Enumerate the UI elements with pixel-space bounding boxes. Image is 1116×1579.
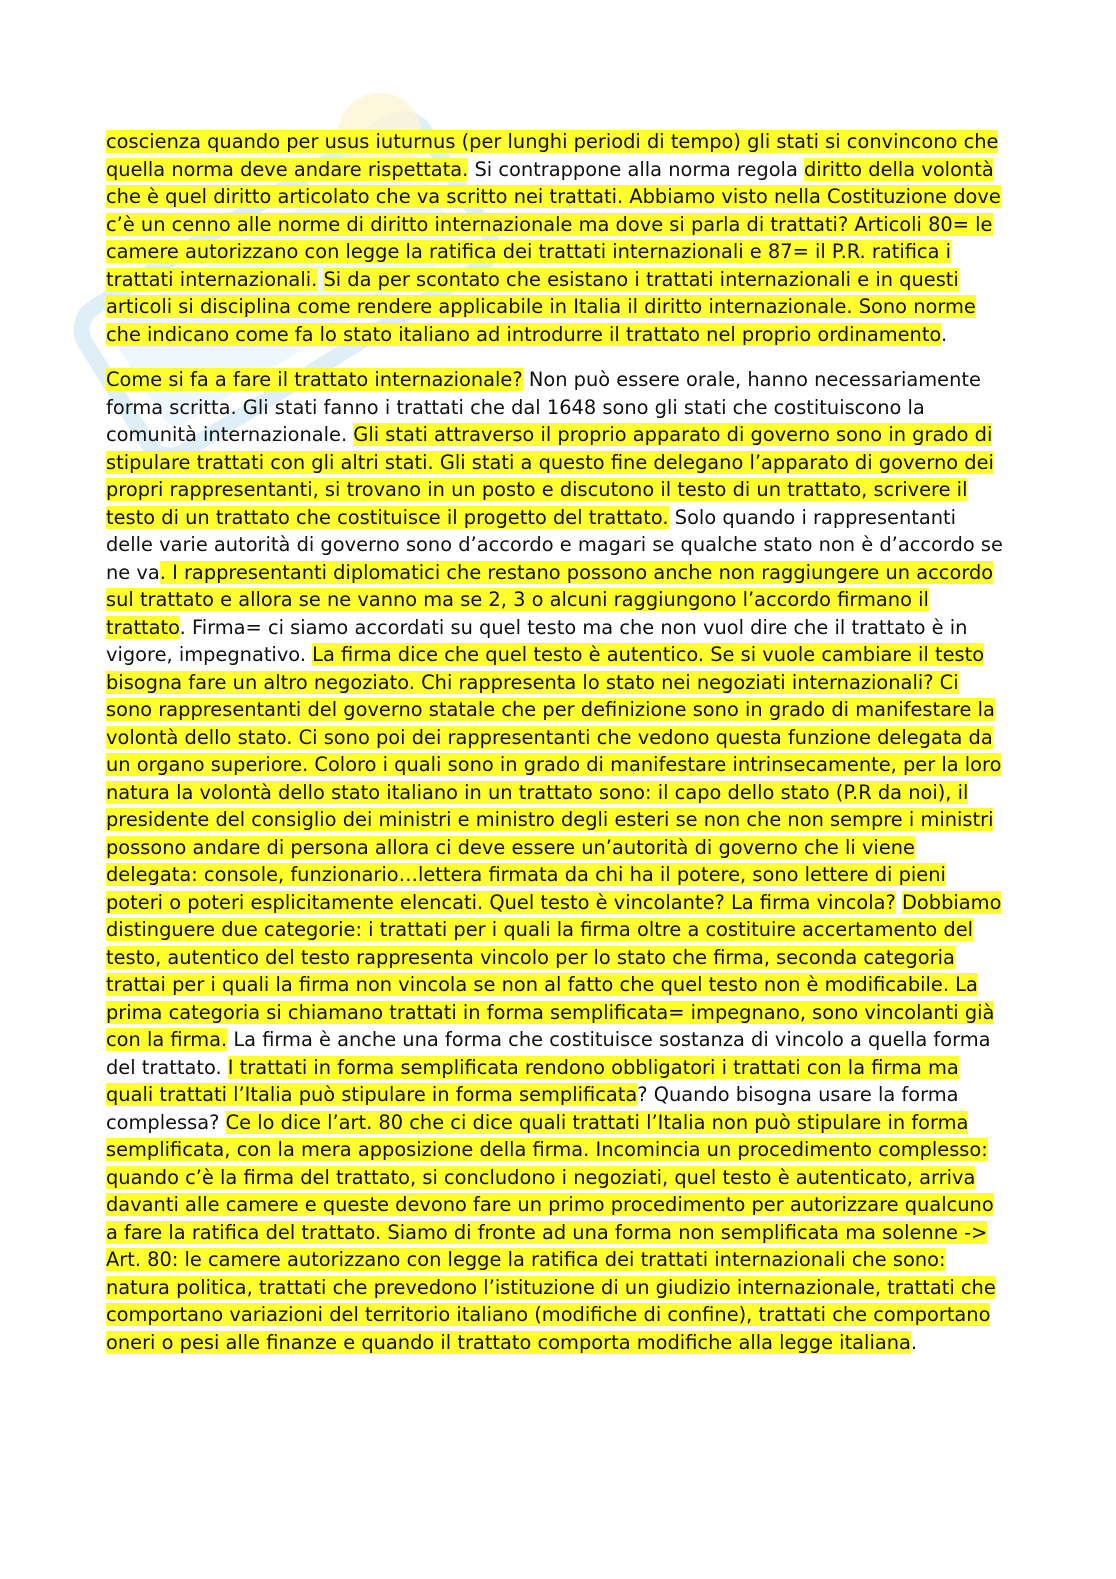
text-run: Non può essere orale, hanno necessariamente forma scritta. Gli stati fanno i trattati che dal 1648 sono gli stati che costituiscono la comunità internazionale. xyxy=(106,368,981,446)
highlighted-text: diritto della volontà che è quel diritto articolato che va scritto nei trattati. Abbiamo visto nella Costituzione dove c’è un cenno alle norme di diritto internazionale ma dove si parla di trattati? Articoli 80= le camere autorizzano con legge la ratifica dei trattati internazionali e 87= il P.R. ratifica i trattati internazionali. xyxy=(106,157,1001,291)
text-run: . xyxy=(910,1330,918,1354)
text-run: Si contrappone alla norma regola xyxy=(468,157,804,181)
highlighted-text: La firma dice che quel testo è autentico. Se si vuole cambiare il testo bisogna fare un altro negoziato. Chi rappresenta lo stato nei negoziati internazionali? Ci sono rappresentanti del governo statale che per definizione sono in grado di manifestare la volontà dello stato. Ci sono poi dei rappresentanti che vedono questa funzione delegata da un organo superiore. Coloro i quali sono in grado di manifestare intrinsecamente, per la loro natura la volontà dello stato italiano in un trattato sono: il capo dello stato (P.R da noi), il presidente del consiglio dei ministri e ministro degli esteri se non che non sempre i ministri possono andare di persona allora ci deve essere un’autorità di governo che li viene delegata: console, funzionario…lettera firmata da chi ha il potere, sono lettere di pieni poteri o poteri esplicitamente elencati. Quel testo è vincolante? La firma vincola? xyxy=(106,643,1002,914)
highlighted-text: Come si fa a fare il trattato internazionale? xyxy=(106,368,523,391)
text-run: La firma è anche una forma che costituisce sostanza di vincolo a quella forma del trattato. xyxy=(106,1028,991,1079)
highlighted-text: Dobbiamo distinguere due categorie: i trattati per i quali la firma oltre a costituire accertamento del testo, autentico del testo rappresenta vincolo per lo stato che firma, seconda categoria trattai per i quali la firma non vincola se non al fatto che quel testo non è modificabile. La prima categoria si chiamano trattati in forma semplificata= impegnano, sono vincolanti già con la firma. xyxy=(106,890,1002,1051)
highlighted-text: Ce lo dice l’art. 80 che ci dice quali trattati l’Italia non può stipulare in forma semplificata, con la mera apposizione della firma. Incomincia un procedimento complesso: quando c’è la firma del trattato, si concludono i negoziati, quel testo è autenticato, arriva davanti alle camere e queste devono fare un primo procedimento per autorizzare qualcuno a fare la ratifica del trattato. Siamo di fronte ad una forma non semplificata ma solenne -> Art. 80: le camere autorizzano con legge la ratifica dei trattati internazionali che sono: natura politica, trattati che prevedono l’istituzione di un giudizio internazionale, trattati che comportano variazioni del territorio italiano (modifiche di confine), trattati che comportano oneri o pesi alle finanze e quando il trattato comporta modifiche alla legge italiana xyxy=(106,1110,996,1354)
highlighted-text: coscienza quando per usus iuturnus (per lunghi periodi di tempo) gli stati si convincono che quella norma deve andare rispettata. xyxy=(106,130,999,181)
highlighted-text: I trattati in forma semplificata rendono obbligatori i trattati con la firma ma quali trattati l’Italia può stipulare in forma semplificata xyxy=(106,1055,959,1106)
highlighted-text: . I rappresentanti diplomatici che restano possono anche non raggiungere un accordo sul trattato e allora se ne vanno ma se 2, 3 o alcuni raggiungono l’accordo firmano il trattato xyxy=(106,560,994,639)
text-run: . xyxy=(940,322,948,346)
highlighted-text: Si da per scontato che esistano i trattati internazionali e in questi articoli si disciplina come rendere applicabile in Italia il diritto internazionale. Sono norme che indicano come fa lo stato italiano ad introdurre il trattato nel proprio ordinamento xyxy=(106,267,976,346)
text-run: . Firma= ci siamo accordati su quel testo ma che non vuol dire che il trattato è in vigore, impegnativo. xyxy=(106,615,968,666)
text-run: ? Quando bisogna usare la forma complessa? xyxy=(106,1083,959,1134)
text-run: Solo quando i rappresentanti delle varie autorità di governo sono d’accordo e magari se qualche stato non è d’accordo se ne va xyxy=(106,505,1003,584)
paragraph xyxy=(106,128,1006,348)
paragraph xyxy=(106,366,1006,1356)
highlighted-text: Gli stati attraverso il proprio apparato di governo sono in grado di stipulare trattati con gli altri stati. Gli stati a questo fine delegano l’apparato di governo dei propri rappresentanti, si trovano in un posto e discutono il testo di un trattato, scrivere il testo di un trattato che costituisce il progetto del trattato. xyxy=(106,423,994,529)
document-body xyxy=(106,128,1006,1374)
